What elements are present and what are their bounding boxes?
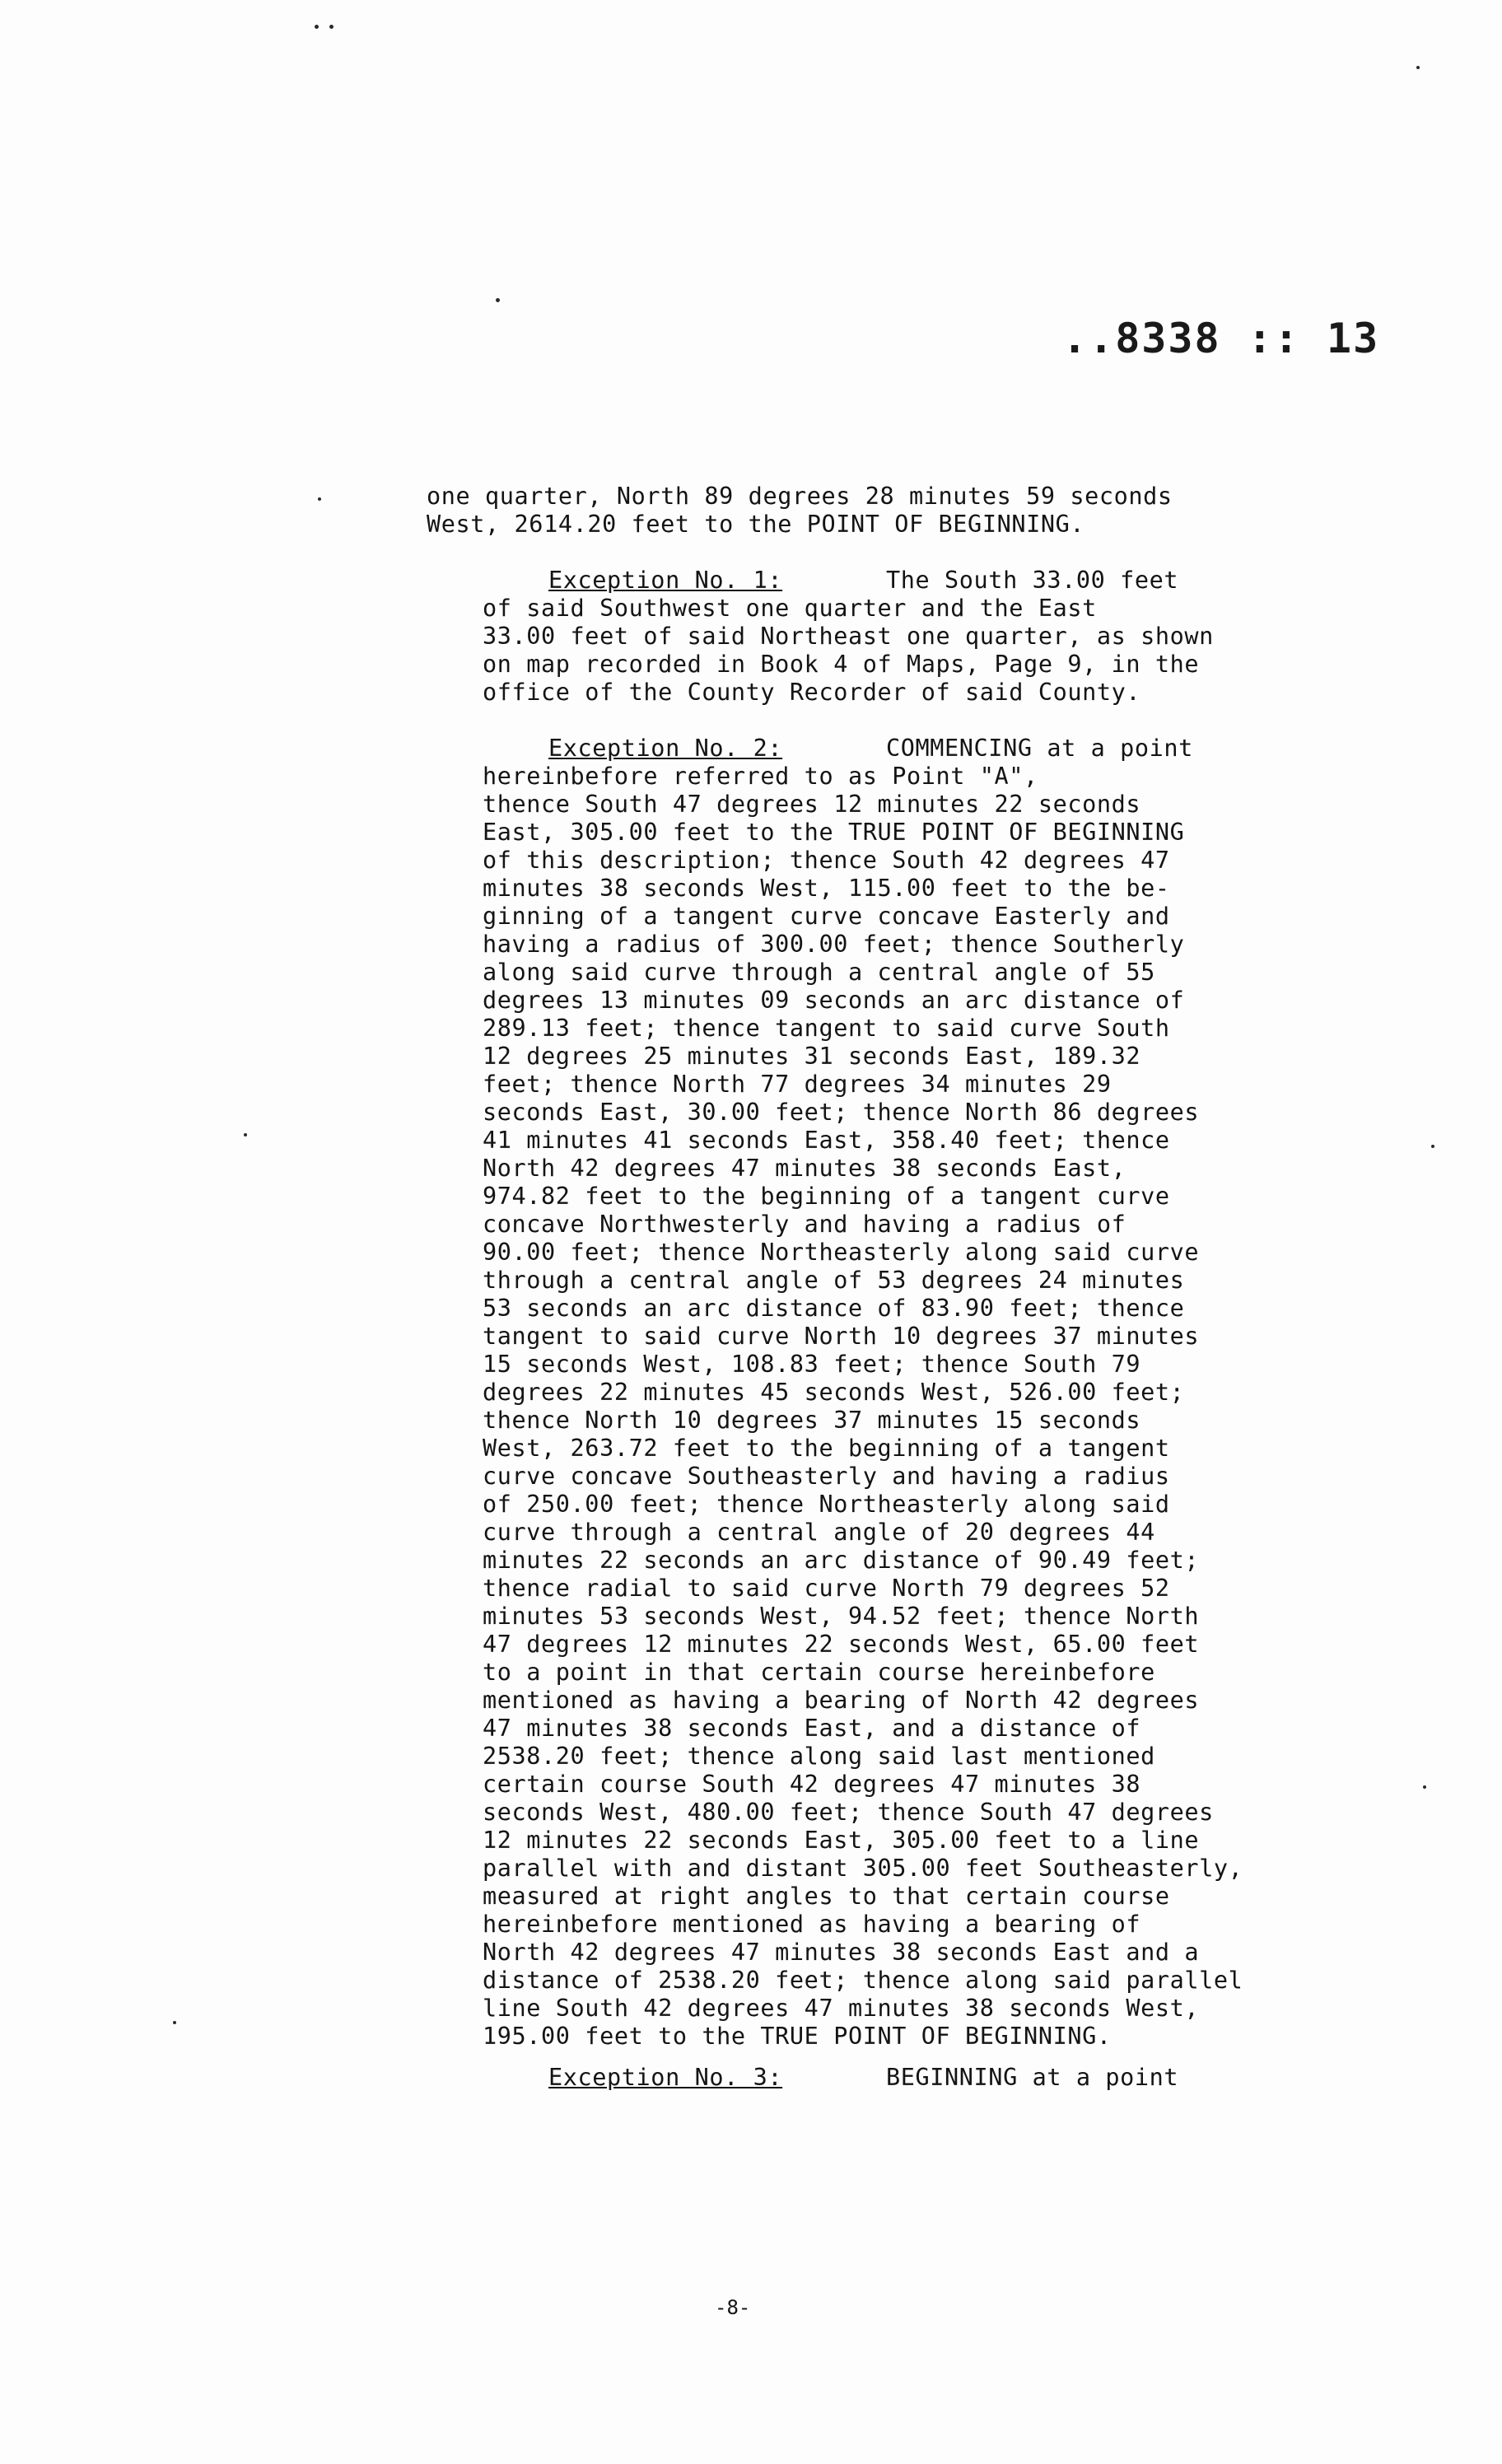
page-number: -8- <box>715 2296 751 2319</box>
exception-2-line: of 250.00 feet; thence Northeasterly along said <box>483 1491 1170 1518</box>
exception-2-line: 90.00 feet; thence Northeasterly along said curve <box>483 1239 1200 1266</box>
exception-2-line: East, 305.00 feet to the TRUE POINT OF BEGINNING <box>483 819 1185 846</box>
exception-2-line: 15 seconds West, 108.83 feet; thence South 79 <box>483 1351 1141 1378</box>
exception-2-line: West, 263.72 feet to the beginning of a tangent <box>483 1435 1170 1462</box>
exception-2-line: feet; thence North 77 degrees 34 minutes 29 <box>483 1071 1112 1098</box>
exception-2-line: North 42 degrees 47 minutes 38 seconds East and a <box>483 1939 1200 1966</box>
exception-2-line: 47 minutes 38 seconds East, and a distance of <box>483 1715 1141 1742</box>
exception-2-line: 53 seconds an arc distance of 83.90 feet; thence <box>483 1295 1185 1322</box>
exception-2-line: minutes 22 seconds an arc distance of 90.49 feet; <box>483 1547 1200 1574</box>
exception-2-line: degrees 13 minutes 09 seconds an arc distance of <box>483 987 1185 1014</box>
exception-1-line: of said Southwest one quarter and the East <box>483 595 1097 622</box>
exception-2-line: minutes 38 seconds West, 115.00 feet to the be- <box>483 875 1170 902</box>
exception-2-line: 195.00 feet to the TRUE POINT OF BEGINNING. <box>483 2023 1112 2050</box>
exception-1-line: office of the County Recorder of said County. <box>483 679 1141 706</box>
exception-2-line: tangent to said curve North 10 degrees 37 minutes <box>483 1323 1200 1350</box>
scan-speck <box>1423 1785 1426 1789</box>
exception-2-line: 12 degrees 25 minutes 31 seconds East, 189.32 <box>483 1043 1141 1070</box>
exception-2-line: distance of 2538.20 feet; thence along said parallel <box>483 1967 1243 1994</box>
exception-2-line: of this description; thence South 42 degrees 47 <box>483 847 1170 874</box>
exception-2-line: 41 minutes 41 seconds East, 358.40 feet; thence <box>483 1127 1170 1154</box>
scan-speck <box>173 2021 176 2024</box>
exception-2-line: ginning of a tangent curve concave Easterly and <box>483 903 1170 930</box>
exception-2-line: having a radius of 300.00 feet; thence Southerly <box>483 931 1185 958</box>
exception-1-line: on map recorded in Book 4 of Maps, Page 9, in the <box>483 651 1200 678</box>
exception-2-line: hereinbefore referred to as Point "A", <box>483 763 1038 790</box>
exception-2-line: hereinbefore mentioned as having a bearing of <box>483 1911 1141 1938</box>
exception-2-line: degrees 22 minutes 45 seconds West, 526.00 feet; <box>483 1379 1185 1406</box>
exception-2-line: 974.82 feet to the beginning of a tangent curve <box>483 1183 1170 1210</box>
exception-2-line: seconds West, 480.00 feet; thence South 47 degrees <box>483 1799 1214 1826</box>
exception-2-line: to a point in that certain course hereinbefore <box>483 1659 1155 1686</box>
exception-2-line: 289.13 feet; thence tangent to said curve South <box>483 1015 1170 1042</box>
exception-1-first-line: The South 33.00 feet <box>886 567 1179 594</box>
exception-1-line: 33.00 feet of said Northeast one quarter, as shown <box>483 623 1214 650</box>
exception-2-line: line South 42 degrees 47 minutes 38 seconds West, <box>483 1995 1200 2022</box>
exception-2-line: seconds East, 30.00 feet; thence North 86 degrees <box>483 1099 1200 1126</box>
exception-2-line: certain course South 42 degrees 47 minutes 38 <box>483 1771 1141 1798</box>
exception-2-line: concave Northwesterly and having a radius of <box>483 1211 1126 1238</box>
intro-line: West, 2614.20 feet to the POINT OF BEGINNING. <box>427 511 1085 538</box>
scan-speck <box>318 497 321 501</box>
recording-stamp: ..8338 :: 13 <box>1062 315 1380 362</box>
scan-speck <box>1431 1145 1434 1148</box>
exception-2-line: along said curve through a central angle of 55 <box>483 959 1155 986</box>
exception-2-line: thence North 10 degrees 37 minutes 15 seconds <box>483 1407 1141 1434</box>
exception-2-line: thence South 47 degrees 12 minutes 22 seconds <box>483 791 1141 818</box>
exception-2-line: curve concave Southeasterly and having a radius <box>483 1463 1170 1490</box>
scan-speck <box>496 298 500 302</box>
exception-2-line: curve through a central angle of 20 degrees 44 <box>483 1519 1155 1546</box>
scan-speck <box>315 25 319 29</box>
exception-2-line: through a central angle of 53 degrees 24 minutes <box>483 1267 1185 1294</box>
exception-2-first-line: COMMENCING at a point <box>886 735 1193 762</box>
exception-2-line: 47 degrees 12 minutes 22 seconds West, 65.00 feet <box>483 1631 1200 1658</box>
exception-3-first-line: BEGINNING at a point <box>886 2064 1179 2091</box>
exception-2-line: North 42 degrees 47 minutes 38 seconds East, <box>483 1155 1126 1182</box>
exception-1-heading: Exception No. 1: <box>548 567 783 594</box>
exception-3-heading: Exception No. 3: <box>548 2064 783 2091</box>
exception-2-line: measured at right angles to that certain course <box>483 1883 1170 1910</box>
exception-2-line: mentioned as having a bearing of North 42 degrees <box>483 1687 1200 1714</box>
scan-speck <box>329 25 334 29</box>
exception-2-line: 2538.20 feet; thence along said last mentioned <box>483 1743 1155 1770</box>
exception-2-line: minutes 53 seconds West, 94.52 feet; thence North <box>483 1603 1200 1630</box>
intro-line: one quarter, North 89 degrees 28 minutes 59 seconds <box>427 483 1173 510</box>
scan-speck <box>1416 66 1420 69</box>
exception-2-line: thence radial to said curve North 79 degrees 52 <box>483 1575 1170 1602</box>
exception-2-heading: Exception No. 2: <box>548 735 783 762</box>
exception-2-line: parallel with and distant 305.00 feet Southeasterly, <box>483 1855 1243 1882</box>
scan-speck <box>244 1133 247 1136</box>
exception-2-line: 12 minutes 22 seconds East, 305.00 feet to a line <box>483 1827 1200 1854</box>
